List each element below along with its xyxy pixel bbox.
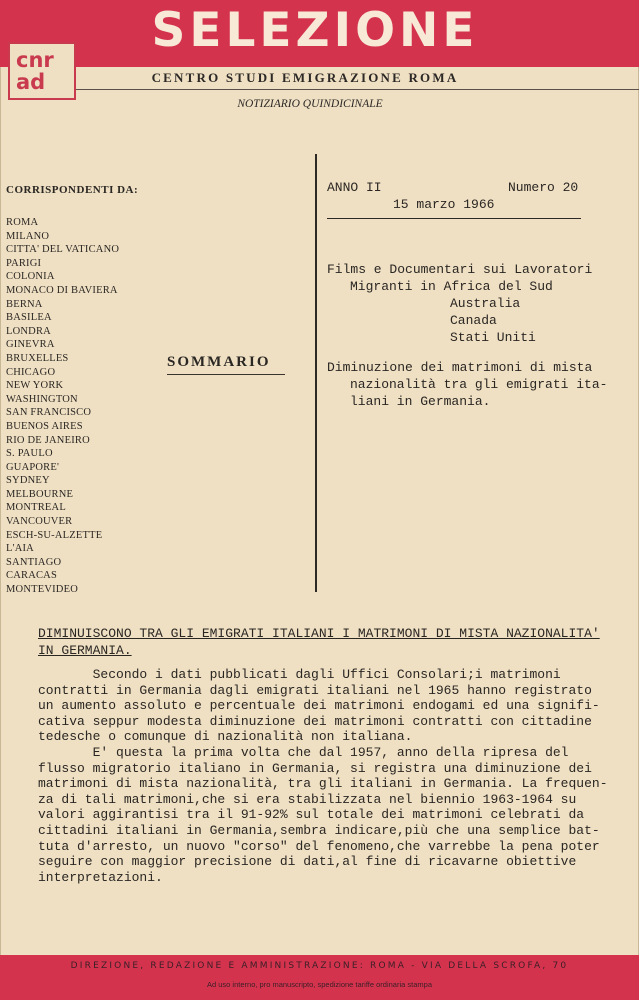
article-line: valori aggirantisi tra il 91-92% sul totale dei matrimoni celebrati da: [38, 807, 585, 823]
correspondent-city: GINEVRA: [6, 339, 55, 351]
correspondent-city: L'AIA: [6, 543, 34, 555]
article-line: cativa seppur modesta diminuzione dei matrimoni contratti con cittadine: [38, 713, 592, 729]
sommario-underline: [167, 374, 285, 375]
article-line: cittadini italiani in Germania,sembra indicare,più che una semplice bat-: [38, 823, 600, 838]
correspondent-city: SAN FRANCISCO: [6, 407, 92, 419]
article-line: matrimoni di mista nazionalità, tra gli italiani in Germania. La frequen-: [38, 776, 608, 792]
article-line: za di tali matrimoni,che si era stabilizzata nel biennio 1963-1964 su: [38, 791, 577, 807]
correspondent-city: MONTREAL: [6, 502, 66, 514]
article-line: flusso migratorio italiano in Germania, si registra una diminuzione dei: [38, 760, 592, 776]
correspondent-city: MONACO DI BAVIERA: [6, 284, 118, 296]
issue-number: Numero 20: [508, 180, 579, 195]
correspondent-city: SYDNEY: [6, 475, 50, 487]
correspondent-city: ROMA: [6, 217, 39, 228]
correspondent-city: CITTA' DEL VATICANO: [6, 244, 120, 256]
article-line: un aumento assoluto e percentuale dei matrimoni endogami ed una signifi-: [38, 698, 600, 714]
correspondents-list: [6, 216, 119, 597]
header-divider: [76, 89, 639, 90]
summary-item-1-line: Films e Documentari sui Lavoratori: [327, 262, 593, 277]
summary-item-2-line: nazionalità tra gli emigrati ita-: [350, 377, 608, 392]
correspondent-city: CARACAS: [6, 570, 57, 582]
summary-item-1-line: Stati Uniti: [450, 330, 536, 345]
footer-address: DIREZIONE, REDAZIONE E AMMINISTRAZIONE: ROMA - VIA DELLA SCROFA, 70: [70, 961, 569, 971]
article-line: tedesche o comunque di nazionalità non italiana.: [38, 729, 413, 745]
column-divider: [315, 154, 317, 592]
correspondent-city: BERNA: [6, 298, 43, 310]
footer-note: Ad uso interno, pro manuscripto, spedizione tariffe ordinaria stampa: [207, 980, 432, 989]
correspondents-title: CORRISPONDENTI DA:: [6, 184, 139, 196]
article-line: tuta d'arresto, un nuovo "corso" del fenomeno,che varrebbe la pena poter: [38, 838, 600, 854]
correspondent-city: WASHINGTON: [6, 393, 78, 405]
article-line: seguire con maggior precisione di dati,al fine di ricavarne obiettive: [38, 854, 577, 870]
article-headline: DIMINUISCONO TRA GLI EMIGRATI ITALIANI I MATRIMONI DI MISTA NAZIONALITA': [38, 626, 600, 641]
correspondent-city: NEW YORK: [6, 380, 64, 392]
summary-item-1-line: Australia: [450, 296, 521, 311]
correspondent-city: S. PAULO: [6, 448, 53, 460]
correspondent-city: MELBOURNE: [6, 488, 74, 500]
issue-divider: [327, 218, 581, 219]
masthead-title: SELEZIONE: [151, 3, 479, 58]
correspondent-city: SANTIAGO: [6, 556, 62, 568]
publication-tagline: NOTIZIARIO QUINDICINALE: [237, 98, 383, 110]
issue-date: 15 marzo 1966: [393, 197, 495, 212]
correspondent-city: MILANO: [6, 230, 50, 242]
article-line: Secondo i dati pubblicati dagli Uffici Consolari;i matrimoni: [38, 667, 561, 682]
article-line: contratti in Germania dagli emigrati italiani nel 1965 hanno registrato: [38, 682, 592, 698]
correspondent-city: BASILEA: [6, 312, 52, 324]
publisher-subtitle: CENTRO STUDI EMIGRAZIONE ROMA: [151, 70, 459, 85]
correspondent-city: BUENOS AIRES: [6, 420, 83, 432]
publisher-logo: [8, 42, 76, 100]
summary-item-2-line: liani in Germania.: [350, 394, 491, 409]
article-line: E' questa la prima volta che dal 1957, anno della ripresa del: [38, 745, 569, 760]
summary-item-1-line: Canada: [450, 313, 497, 328]
correspondent-city: COLONIA: [6, 271, 55, 283]
correspondent-city: CHICAGO: [6, 366, 56, 378]
correspondent-city: RIO DE JANEIRO: [6, 434, 90, 446]
correspondent-city: BRUXELLES: [6, 352, 69, 364]
logo-text-bottom: ad: [16, 70, 46, 94]
summary-item-1-line: Migranti in Africa del Sud: [350, 279, 553, 294]
logo-text-top: cnr: [16, 48, 54, 72]
summary-item-2-line: Diminuzione dei matrimoni di mista: [327, 360, 593, 375]
sommario-label: SOMMARIO: [167, 354, 271, 370]
article-line: interpretazioni.: [38, 869, 163, 885]
correspondent-city: PARIGI: [6, 257, 42, 269]
correspondent-city: GUAPORE': [6, 461, 60, 473]
correspondent-city: VANCOUVER: [6, 516, 73, 528]
correspondent-city: LONDRA: [6, 325, 51, 337]
correspondent-city: ESCH-SU-ALZETTE: [6, 529, 103, 541]
correspondent-city: MONTEVIDEO: [6, 584, 78, 596]
issue-year: ANNO II: [327, 180, 382, 195]
article-headline: IN GERMANIA.: [38, 643, 132, 658]
